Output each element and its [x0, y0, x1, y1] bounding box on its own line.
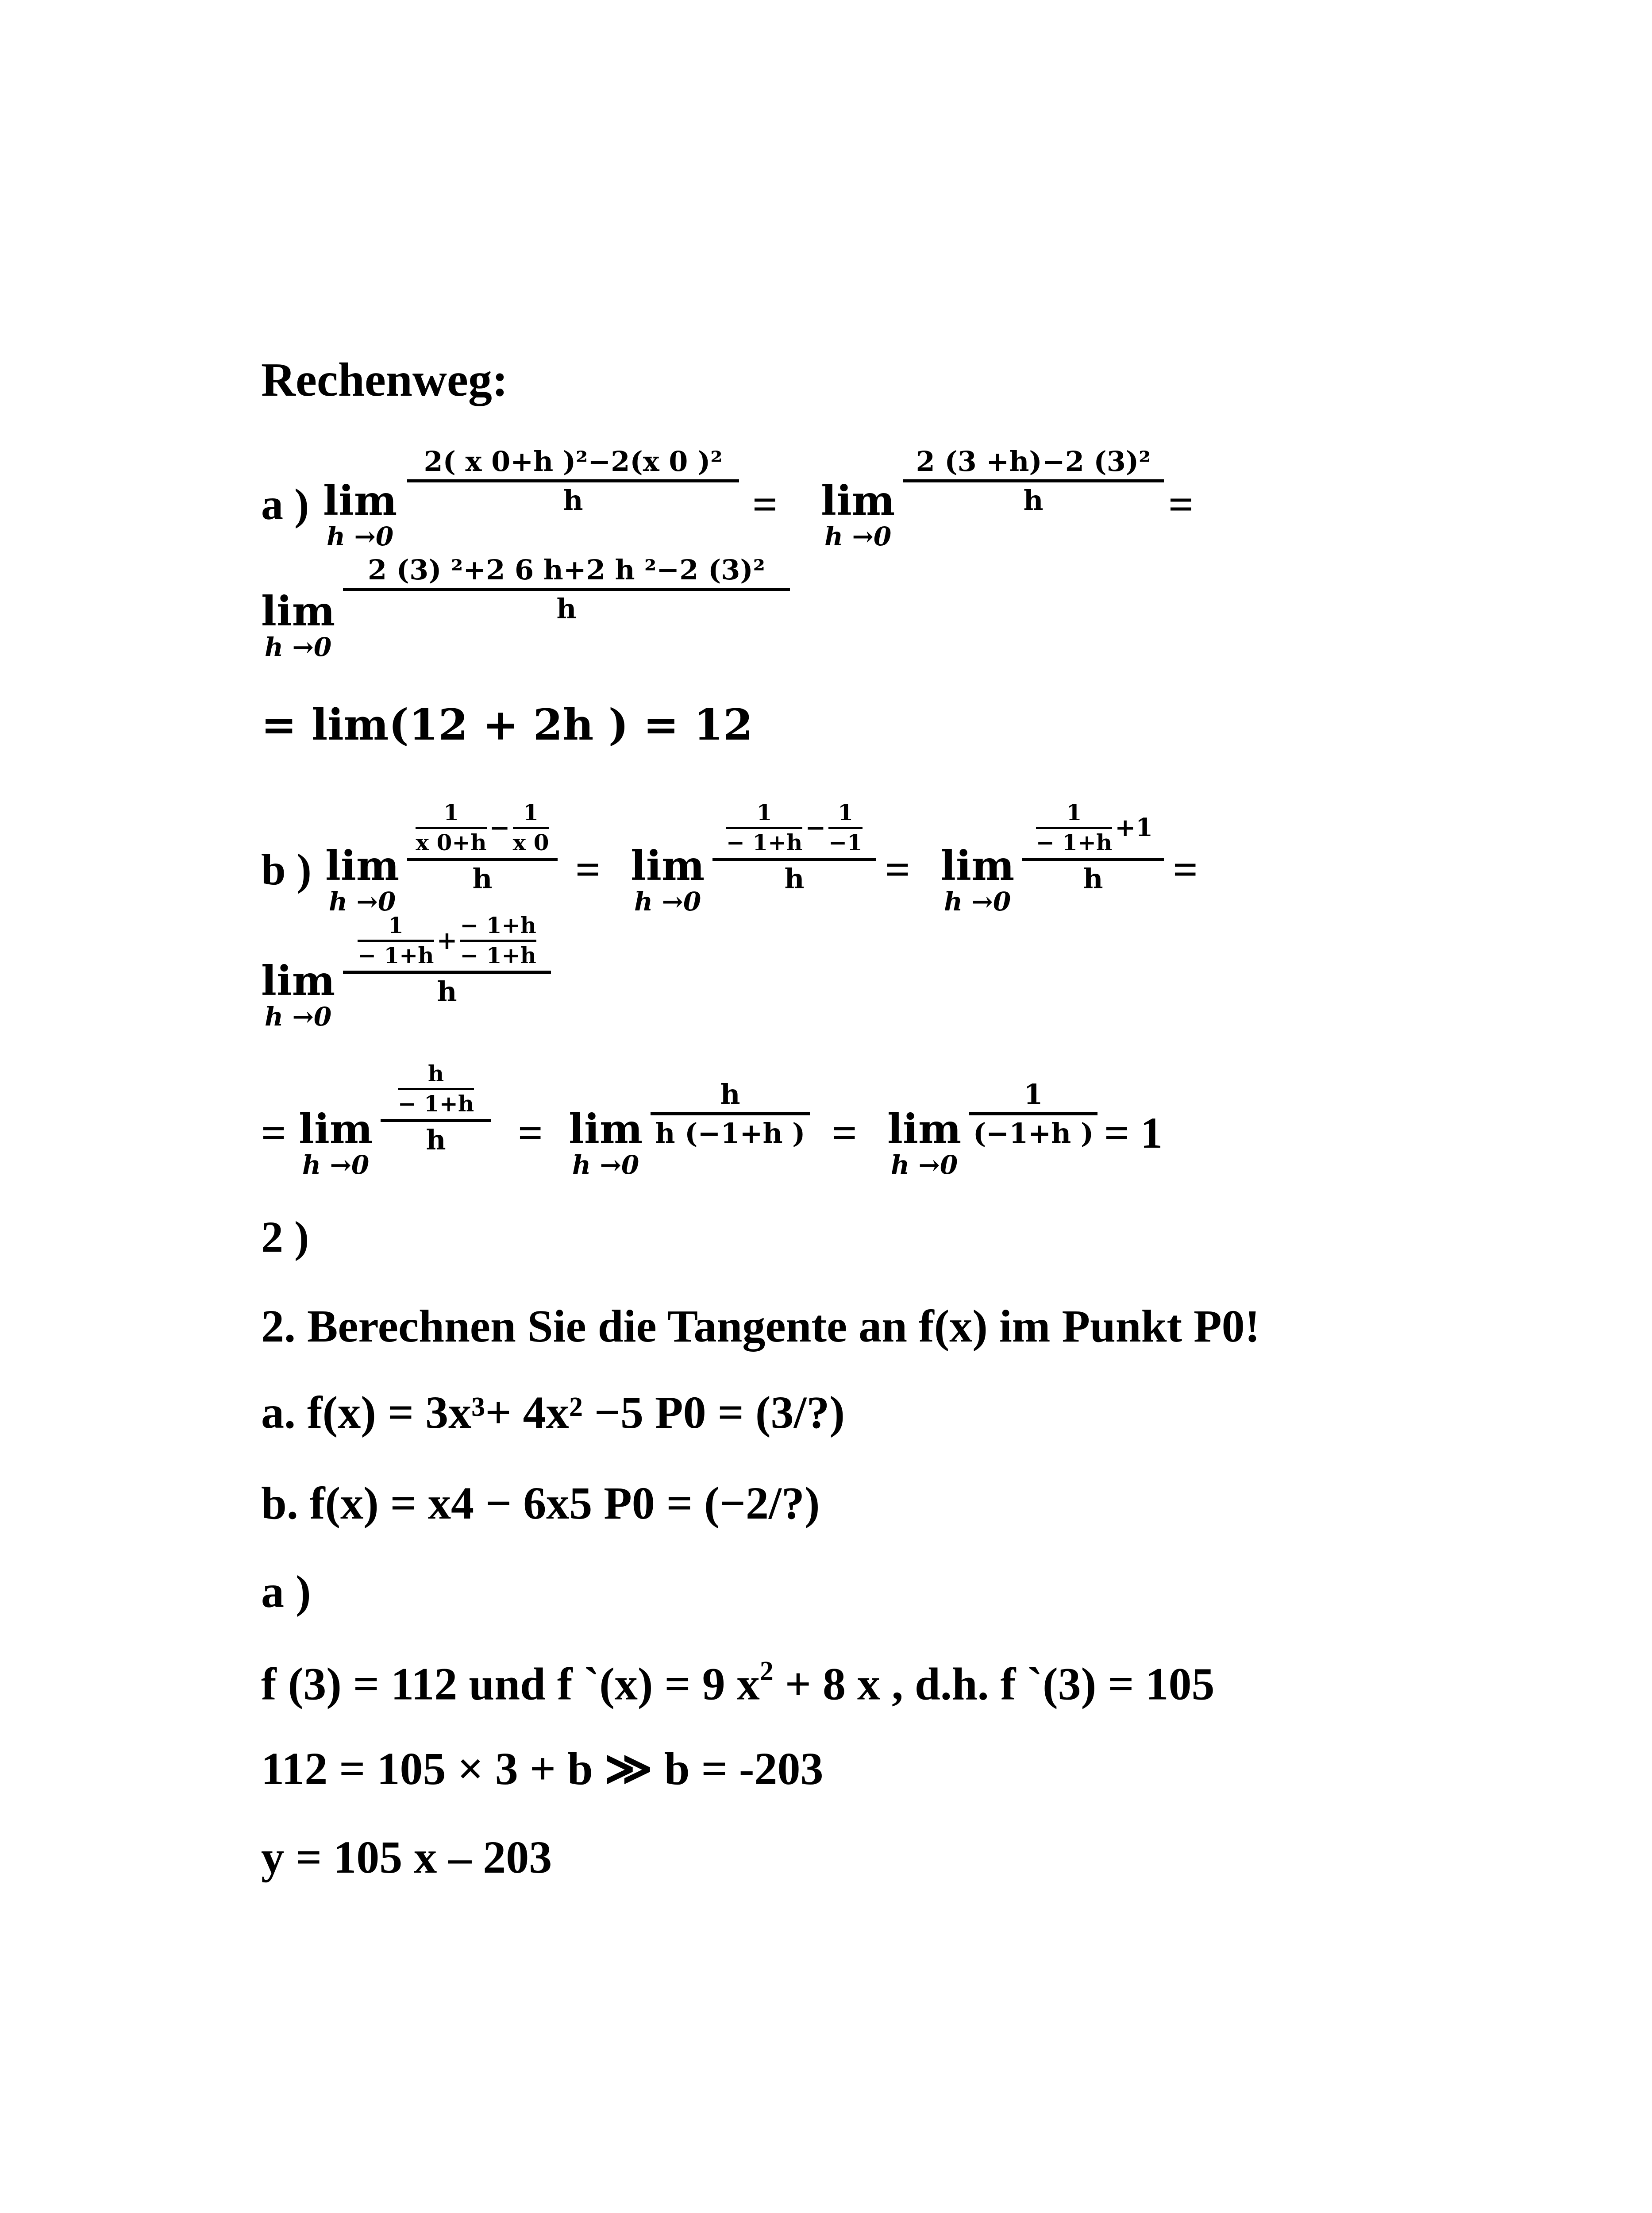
limit-b-1: lim h →0: [325, 842, 400, 917]
fraction-denominator: h: [563, 484, 583, 517]
limit-b-6: lim h →0: [569, 1105, 643, 1180]
equals-sign: =: [1168, 480, 1194, 529]
limit-a-3: lim h →0: [261, 587, 335, 662]
part-b-result: = 1: [1104, 1108, 1163, 1157]
solution-line-1: f (3) = 112 und f `(x) = 9 $x^2 + 8$ x , d.h. f `(3) = 105: [261, 1656, 1215, 1710]
part-a-label: a ): [261, 480, 309, 529]
equals-sign: =: [518, 1108, 543, 1157]
fraction-b-7: 1 (−1+h ): [969, 1080, 1097, 1148]
limit-b-3: lim h →0: [940, 842, 1015, 917]
nested-numerator: 1 x 0+h − 1 x 0: [416, 799, 549, 856]
equals-sign: =: [1173, 845, 1198, 894]
section-2-label: 2 ): [261, 1212, 309, 1261]
solution-line-3: y = 105 x – 203: [261, 1832, 552, 1883]
equals-sign: =: [832, 1108, 857, 1157]
fraction-b-3: 1 − 1+h +1 h: [1022, 801, 1164, 893]
limit-b-7: lim h →0: [887, 1105, 962, 1180]
equals-sign: =: [752, 480, 778, 529]
task-a: a. f(x) = 3x³+ 4x² −5 P0 = (3/?): [261, 1387, 845, 1438]
fraction-a-1: [407, 447, 739, 515]
task-title: 2. Berechnen Sie die Tangente an f(x) im Punkt P0!: [261, 1301, 1260, 1352]
fraction-bar: [407, 479, 739, 482]
limit-a-1: [323, 477, 397, 551]
limit-b-2: lim h →0: [631, 842, 705, 917]
solution-label: a ): [261, 1566, 311, 1617]
fraction-a-2: 2 (3 +h)−2 (3)² h: [903, 447, 1164, 515]
fraction-b-2: 1 − 1+h − 1 −1 h: [712, 801, 876, 893]
fraction-b-6: h h (−1+h ): [651, 1080, 810, 1148]
solution-line-2: 112 = 105 × 3 + b ≫ b = -203: [261, 1743, 824, 1794]
fraction-b-1: 1 x 0+h − 1 x 0 h: [407, 801, 558, 893]
fraction-a-3: 2 (3) ²+2 6 h+2 h ²−2 (3)² h: [343, 555, 790, 623]
equals-sign: =: [261, 1108, 286, 1157]
equals-sign: =: [575, 845, 601, 894]
limit-a-2: lim h →0: [821, 477, 895, 551]
part-a-result: = lim(12 + 2h ) = 12: [261, 700, 753, 750]
fraction-b-5: h − 1+h h: [381, 1062, 491, 1154]
fraction-b-4: 1 − 1+h + − 1+h − 1+h h: [343, 914, 551, 1006]
exponent: 2: [759, 1656, 774, 1686]
limit-b-5: lim h →0: [299, 1105, 373, 1180]
part-b-label: b ): [261, 845, 312, 894]
fraction-numerator: 2( x 0+h )²−2(x 0 )²: [424, 445, 723, 478]
limit-b-4: lim h →0: [261, 957, 335, 1032]
lim-sub: h →0: [326, 521, 394, 551]
lim-word: lim: [323, 477, 397, 524]
heading: Rechenweg:: [261, 354, 508, 406]
equals-sign: =: [885, 845, 910, 894]
task-b: b. f(x) = x4 − 6x5 P0 = (−2/?): [261, 1478, 820, 1529]
